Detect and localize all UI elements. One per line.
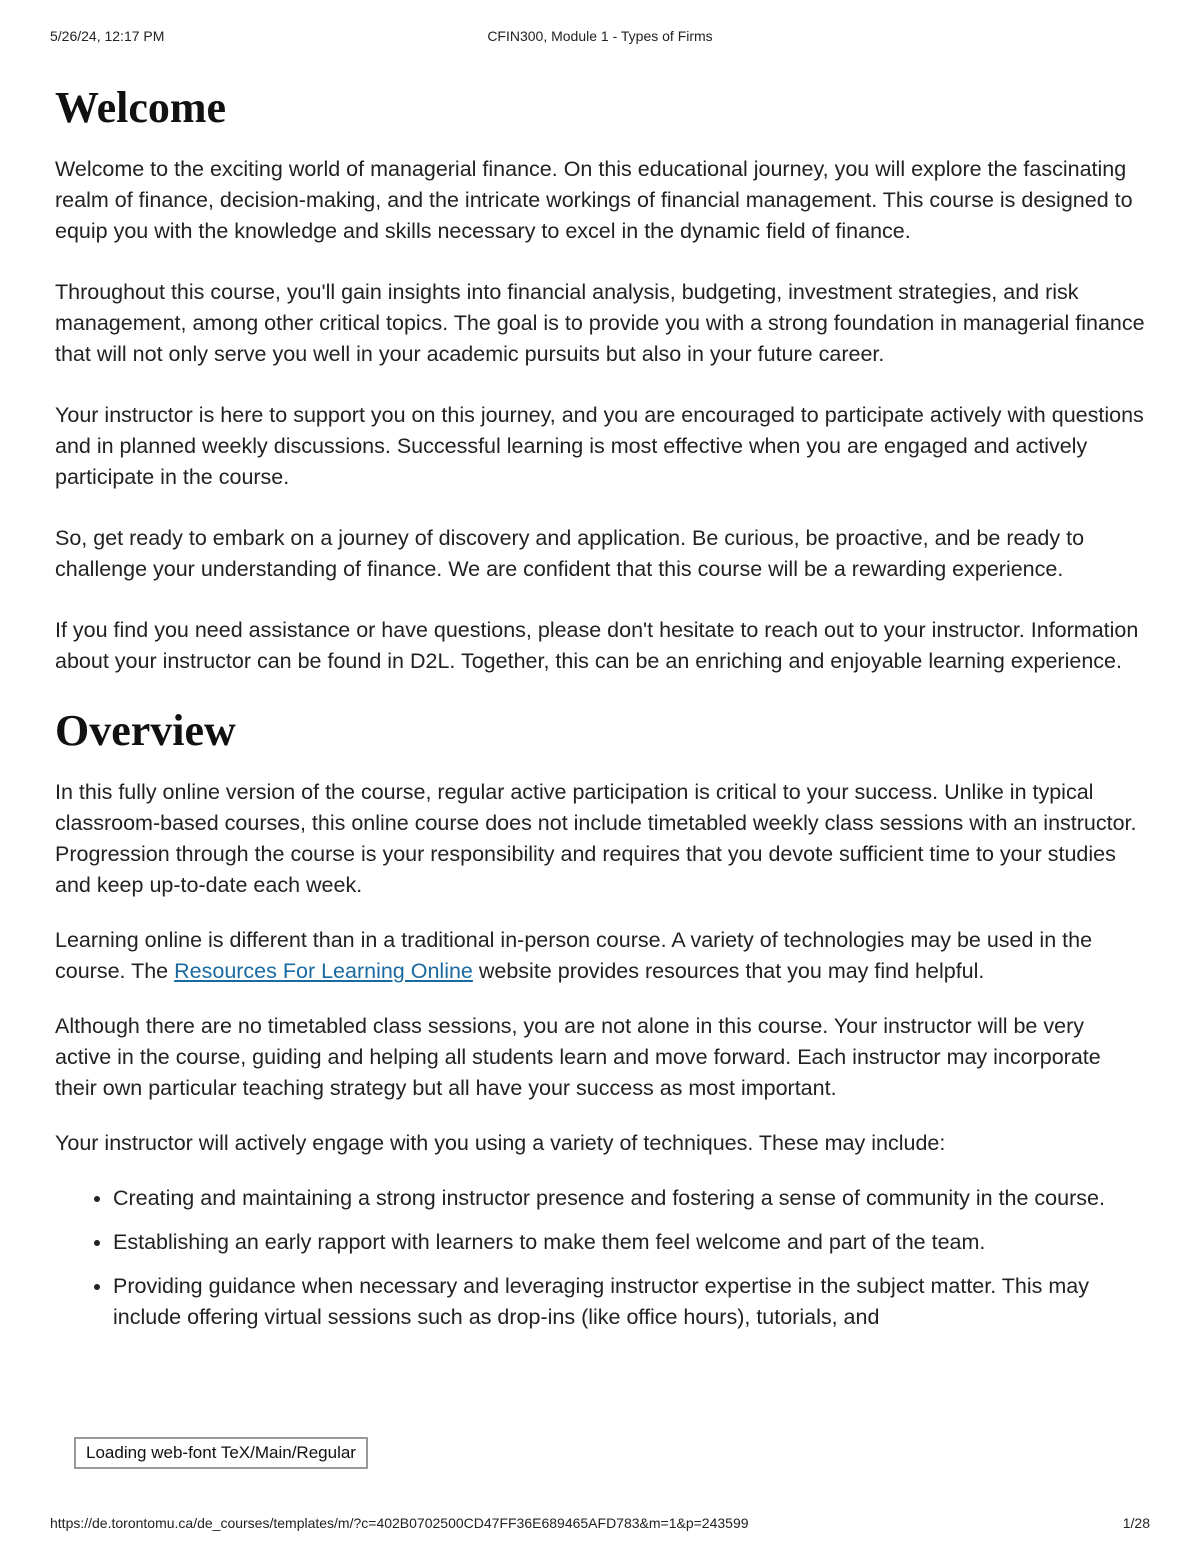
welcome-section <box>55 78 1145 677</box>
overview-paragraph: Your instructor will actively engage with you using a variety of techniques. These may include: <box>55 1131 946 1155</box>
overview-heading: Overview <box>55 706 236 755</box>
overview-section <box>55 701 1145 1333</box>
overview-text: website provides resources that you may find helpful. <box>472 959 985 983</box>
resources-for-learning-online-link[interactable]: Resources For Learning Online <box>174 959 473 983</box>
overview-paragraph: Although there are no timetabled class sessions, you are not alone in this course. Your instructor will be very active in the course, guiding and helping all students learn and move forward. Each instructor may incorporate their own particular teaching strategy but all have your success as most important. <box>55 1014 1101 1100</box>
overview-paragraph: In this fully online version of the course, regular active participation is critical to your success. Unlike in typical classroom-based courses, this online course does not include timetabled weekly class sessions with an instructor. Progression through the course is your responsibility and requires that you devote sufficient time to your studies and keep up-to-date each week. <box>55 780 1137 897</box>
print-footer <box>50 1515 1150 1535</box>
list-item: • Creating and maintaining a strong instructor presence and fostering a sense of community in the course. <box>113 1183 1145 1214</box>
welcome-paragraph: If you find you need assistance or have questions, please don't hesitate to reach out to your instructor. Information about your instructor can be found in D2L. Together, this can be an enriching and enjoyable learning experience. <box>55 618 1139 673</box>
list-item: • Providing guidance when necessary and leveraging instructor expertise in the subject matter. This may include offering virtual sessions such as drop-ins (like office hours), tutorials, and <box>113 1271 1145 1333</box>
welcome-paragraph: Welcome to the exciting world of managerial finance. On this educational journey, you will explore the fascinating realm of finance, decision-making, and the intricate workings of financial management. This course is designed to equip you with the knowledge and skills necessary to excel in the dynamic field of finance. <box>55 157 1133 243</box>
page-number: 1/28 <box>1122 1515 1150 1531</box>
welcome-paragraph: So, get ready to embark on a journey of discovery and application. Be curious, be proactive, and be ready to challenge your understanding of finance. We are confident that this course will be a rewarding experience. <box>55 526 1085 581</box>
print-datetime: 5/26/24, 12:17 PM <box>50 28 165 44</box>
overview-text: Learning online is different than in a traditional in-person course. A variety of technologies may be used in the course. The <box>55 928 1093 983</box>
print-url: https://de.torontomu.ca/de_courses/templates/m/?c=402B0702500CD47FF36E689465AFD783&m=1&p=243599 <box>50 1515 749 1531</box>
print-header <box>50 28 1150 48</box>
web-font-loading-notice: Loading web-font TeX/Main/Regular <box>74 1437 368 1469</box>
print-doc-title: CFIN300, Module 1 - Types of Firms <box>487 28 713 44</box>
welcome-paragraph: Your instructor is here to support you on this journey, and you are encouraged to participate actively with questions and in planned weekly discussions. Successful learning is most effective when you are engaged and actively participate in the course. <box>55 403 1144 489</box>
welcome-paragraph: Throughout this course, you'll gain insights into financial analysis, budgeting, investment strategies, and risk management, among other critical topics. The goal is to provide you with a strong foundation in managerial finance that will not only serve you well in your academic pursuits but also in your future career. <box>55 280 1145 366</box>
engagement-techniques-list <box>55 1183 1145 1333</box>
page-content <box>55 78 1145 1346</box>
overview-paragraph-with-link <box>55 925 1145 987</box>
list-item: • Establishing an early rapport with learners to make them feel welcome and part of the team. <box>113 1227 1145 1258</box>
welcome-heading: Welcome <box>55 83 227 132</box>
